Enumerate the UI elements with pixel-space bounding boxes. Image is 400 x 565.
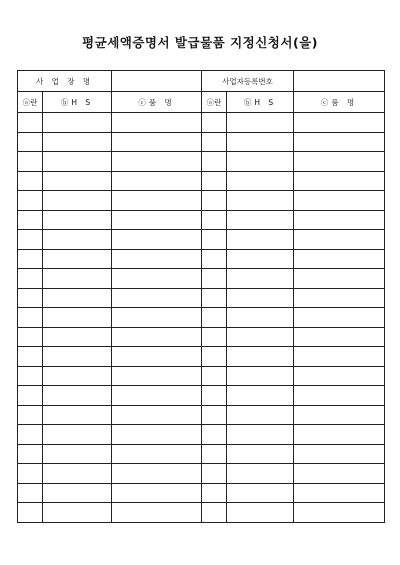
entry-item-name-left[interactable] <box>112 132 202 152</box>
entry-item-name-left[interactable] <box>112 269 202 289</box>
entry-hs-left[interactable] <box>43 386 112 406</box>
entry-item-name-left[interactable] <box>112 464 202 484</box>
business-reg-number-label: 사업자등록번호 <box>202 71 294 92</box>
entry-number-left[interactable] <box>18 347 43 367</box>
column-header-row <box>18 92 385 113</box>
entry-number-left[interactable] <box>18 249 43 269</box>
business-reg-number-field[interactable] <box>294 71 385 92</box>
entry-number-left[interactable] <box>18 288 43 308</box>
entry-item-name-left[interactable] <box>112 327 202 347</box>
entry-hs-right[interactable] <box>227 425 294 445</box>
entry-number-left[interactable] <box>18 191 43 211</box>
entry-item-name-right[interactable] <box>294 249 385 269</box>
entry-item-name-right[interactable] <box>294 269 385 289</box>
entry-item-name-right[interactable] <box>294 366 385 386</box>
entry-hs-right[interactable] <box>227 249 294 269</box>
entry-hs-left[interactable] <box>43 503 112 523</box>
entry-number-left[interactable] <box>18 171 43 191</box>
entry-number-left[interactable] <box>18 132 43 152</box>
entry-number-right[interactable] <box>202 444 227 464</box>
entry-item-name-left[interactable] <box>112 308 202 328</box>
entry-number-left[interactable] <box>18 152 43 172</box>
table-row <box>18 113 385 133</box>
entry-hs-right[interactable] <box>227 152 294 172</box>
table-row <box>18 191 385 211</box>
entry-hs-right[interactable] <box>227 191 294 211</box>
table-row <box>18 269 385 289</box>
entry-number-right[interactable] <box>202 191 227 211</box>
entry-hs-left[interactable] <box>43 464 112 484</box>
entry-item-name-right[interactable] <box>294 152 385 172</box>
entry-number-right[interactable] <box>202 386 227 406</box>
entry-item-name-left[interactable] <box>112 288 202 308</box>
col-header-number-right: ⓐ란 <box>202 92 227 113</box>
table-row <box>18 249 385 269</box>
col-header-item-name-right: ⓒ품 명 <box>294 92 385 113</box>
entry-item-name-right[interactable] <box>294 210 385 230</box>
entry-number-right[interactable] <box>202 171 227 191</box>
entry-item-name-right[interactable] <box>294 503 385 523</box>
table-row <box>18 327 385 347</box>
entry-hs-right[interactable] <box>227 366 294 386</box>
entry-item-name-right[interactable] <box>294 425 385 445</box>
entry-hs-right[interactable] <box>227 444 294 464</box>
entry-hs-left[interactable] <box>43 483 112 503</box>
entry-item-name-left[interactable] <box>112 152 202 172</box>
entry-hs-right[interactable] <box>227 308 294 328</box>
entry-number-right[interactable] <box>202 327 227 347</box>
table-row <box>18 386 385 406</box>
entry-item-name-right[interactable] <box>294 405 385 425</box>
application-form-table <box>17 70 385 523</box>
entry-number-right[interactable] <box>202 464 227 484</box>
entry-number-right[interactable] <box>202 425 227 445</box>
entry-hs-left[interactable] <box>43 327 112 347</box>
entry-number-right[interactable] <box>202 113 227 133</box>
entry-hs-right[interactable] <box>227 347 294 367</box>
table-row <box>18 288 385 308</box>
entry-hs-left[interactable] <box>43 210 112 230</box>
entry-item-name-left[interactable] <box>112 171 202 191</box>
entry-item-name-right[interactable] <box>294 132 385 152</box>
table-row <box>18 464 385 484</box>
entry-number-right[interactable] <box>202 483 227 503</box>
entry-hs-left[interactable] <box>43 444 112 464</box>
entry-item-name-left[interactable] <box>112 113 202 133</box>
entry-hs-left[interactable] <box>43 308 112 328</box>
entry-item-name-right[interactable] <box>294 483 385 503</box>
col-header-hs-right: ⓑH S <box>227 92 294 113</box>
table-row <box>18 132 385 152</box>
entry-hs-left[interactable] <box>43 191 112 211</box>
col-header-hs-left: ⓑH S <box>43 92 112 113</box>
entry-number-right[interactable] <box>202 405 227 425</box>
entry-item-name-left[interactable] <box>112 249 202 269</box>
entry-item-name-right[interactable] <box>294 191 385 211</box>
entry-number-left[interactable] <box>18 113 43 133</box>
table-row <box>18 405 385 425</box>
entry-item-name-left[interactable] <box>112 386 202 406</box>
entry-hs-left[interactable] <box>43 113 112 133</box>
entry-item-name-left[interactable] <box>112 366 202 386</box>
entry-number-right[interactable] <box>202 269 227 289</box>
entry-hs-right[interactable] <box>227 288 294 308</box>
entry-number-left[interactable] <box>18 308 43 328</box>
entry-hs-left[interactable] <box>43 171 112 191</box>
entry-hs-left[interactable] <box>43 347 112 367</box>
entry-number-right[interactable] <box>202 503 227 523</box>
entry-item-name-left[interactable] <box>112 503 202 523</box>
table-row <box>18 347 385 367</box>
entry-item-name-right[interactable] <box>294 113 385 133</box>
table-row <box>18 152 385 172</box>
entry-hs-left[interactable] <box>43 288 112 308</box>
entry-hs-right[interactable] <box>227 483 294 503</box>
table-row <box>18 308 385 328</box>
entry-hs-left[interactable] <box>43 366 112 386</box>
entry-item-name-right[interactable] <box>294 347 385 367</box>
entry-item-name-right[interactable] <box>294 308 385 328</box>
entry-item-name-right[interactable] <box>294 230 385 250</box>
entry-number-left[interactable] <box>18 464 43 484</box>
entry-hs-right[interactable] <box>227 230 294 250</box>
entry-item-name-left[interactable] <box>112 210 202 230</box>
entry-hs-left[interactable] <box>43 425 112 445</box>
entry-number-left[interactable] <box>18 483 43 503</box>
entry-item-name-left[interactable] <box>112 444 202 464</box>
entry-hs-right[interactable] <box>227 113 294 133</box>
entry-hs-right[interactable] <box>227 132 294 152</box>
entry-number-left[interactable] <box>18 444 43 464</box>
header-row <box>18 71 385 92</box>
entry-hs-left[interactable] <box>43 269 112 289</box>
entry-hs-right[interactable] <box>227 171 294 191</box>
entry-hs-right[interactable] <box>227 269 294 289</box>
table-row <box>18 444 385 464</box>
table-row <box>18 425 385 445</box>
table-row <box>18 210 385 230</box>
entry-item-name-left[interactable] <box>112 191 202 211</box>
table-row <box>18 230 385 250</box>
entry-hs-right[interactable] <box>227 405 294 425</box>
entry-number-left[interactable] <box>18 386 43 406</box>
table-row <box>18 503 385 523</box>
document-title: 평균세액증명서 발급물품 지정신청서(을) <box>82 35 318 50</box>
entry-hs-left[interactable] <box>43 152 112 172</box>
entry-item-name-right[interactable] <box>294 464 385 484</box>
entry-hs-right[interactable] <box>227 210 294 230</box>
entry-number-left[interactable] <box>18 327 43 347</box>
entry-number-right[interactable] <box>202 210 227 230</box>
entry-hs-left[interactable] <box>43 132 112 152</box>
entry-item-name-right[interactable] <box>294 386 385 406</box>
entry-number-right[interactable] <box>202 308 227 328</box>
entry-number-right[interactable] <box>202 249 227 269</box>
entry-item-name-left[interactable] <box>112 405 202 425</box>
entry-number-left[interactable] <box>18 366 43 386</box>
entry-item-name-right[interactable] <box>294 171 385 191</box>
entry-hs-right[interactable] <box>227 503 294 523</box>
table-row <box>18 171 385 191</box>
entry-number-left[interactable] <box>18 210 43 230</box>
entry-number-right[interactable] <box>202 152 227 172</box>
entry-hs-right[interactable] <box>227 327 294 347</box>
entry-number-left[interactable] <box>18 230 43 250</box>
table-row <box>18 366 385 386</box>
entry-number-right[interactable] <box>202 347 227 367</box>
entry-number-right[interactable] <box>202 366 227 386</box>
entry-item-name-right[interactable] <box>294 288 385 308</box>
entry-hs-right[interactable] <box>227 464 294 484</box>
col-header-item-name-left: ⓒ품 명 <box>112 92 202 113</box>
entry-number-left[interactable] <box>18 425 43 445</box>
col-header-number-left: ⓐ란 <box>18 92 43 113</box>
business-name-field[interactable] <box>112 71 202 92</box>
entry-item-name-left[interactable] <box>112 230 202 250</box>
entry-item-name-left[interactable] <box>112 483 202 503</box>
entry-item-name-right[interactable] <box>294 327 385 347</box>
table-row <box>18 483 385 503</box>
entry-item-name-left[interactable] <box>112 425 202 445</box>
entry-item-name-left[interactable] <box>112 347 202 367</box>
entry-hs-left[interactable] <box>43 230 112 250</box>
entry-number-left[interactable] <box>18 269 43 289</box>
entry-number-left[interactable] <box>18 503 43 523</box>
entry-number-left[interactable] <box>18 405 43 425</box>
entry-hs-left[interactable] <box>43 249 112 269</box>
entry-number-right[interactable] <box>202 132 227 152</box>
entry-hs-right[interactable] <box>227 386 294 406</box>
entry-item-name-right[interactable] <box>294 444 385 464</box>
entry-hs-left[interactable] <box>43 405 112 425</box>
business-name-label: 사 업 장 명 <box>18 71 112 92</box>
entry-number-right[interactable] <box>202 230 227 250</box>
entry-number-right[interactable] <box>202 288 227 308</box>
